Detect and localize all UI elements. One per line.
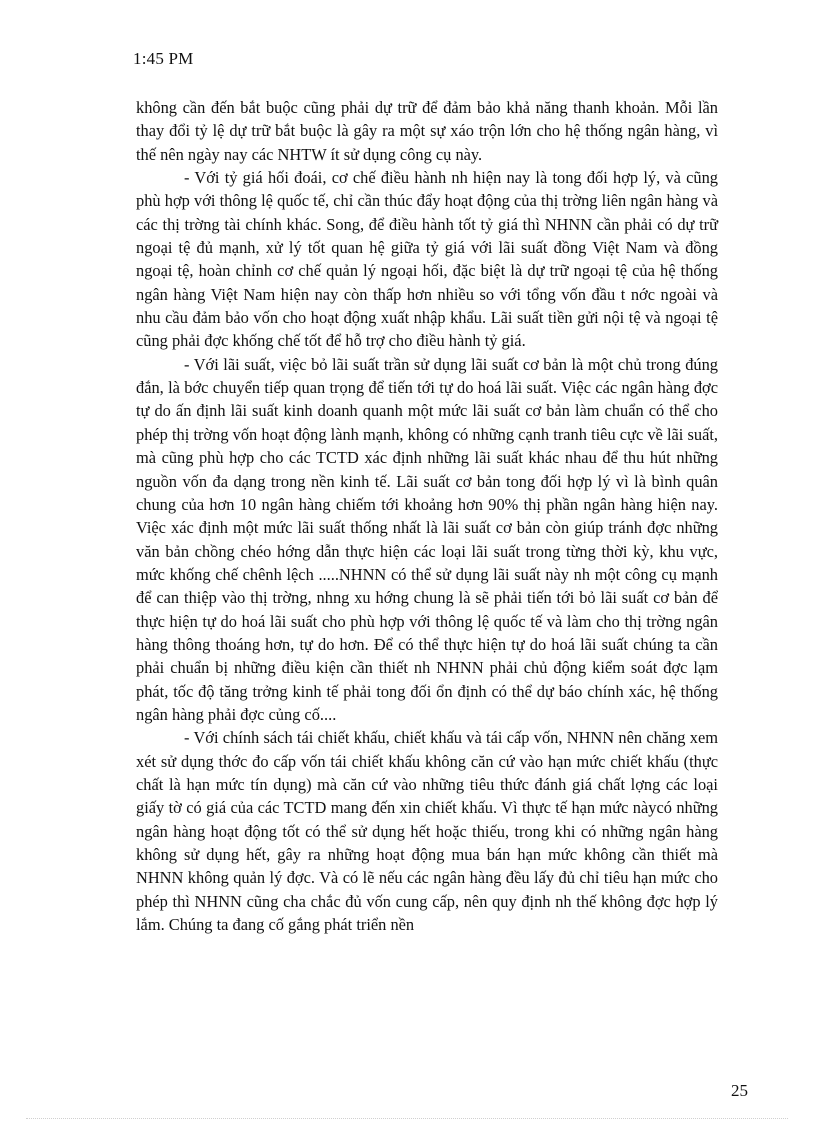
paragraph-interest-rate: - Với lãi suất, việc bỏ lãi suất trần sử dụng lãi suất cơ bản là một chủ trong đúng đắn, là bớc chuyển tiếp quan trọng để tiến tới tự do hoá lãi suất. Việc các ngân hàng đợc tự do ấn định lãi suất kinh doanh quanh một mức lãi suất cơ bản làm chuẩn có thể cho phép thị trờng vốn hoạt động lành mạnh, không có những cạnh tranh tiêu cực về lãi suất, mà cũng phù hợp cho các TCTD xác định những lãi suất khác nhau để thu hút những nguồn vốn đa dạng trong nền kinh tế. Lãi suất cơ bản tong đối hợp lý vì là bình quân chung của hơn 10 ngân hàng chiếm tới khoảng hơn 90% thị phần ngân hàng hiện nay. Việc xác định một mức lãi suất thống nhất là lãi suất cơ bản còn giúp tránh đợc những văn bản chồng chéo hớng dẫn thực hiện các loại lãi suất trong từng thời kỳ, khu vực, mức khống chế chênh lệch .....NHNN có thể sử dụng lãi suất này nh một công cụ mạnh để can thiệp vào thị trờng, nhng xu hớng chung là sẽ phải tiến tới bỏ lãi suất cơ bản để thực hiện tự do hoá lãi suất cho phù hợp với thông lệ quốc tế và làm cho thị trờng ngân hàng thông thoáng hơn, tự do hơn. Để có thể thực hiện tự do hoá lãi suất chúng ta cần phải chuẩn bị những điều kiện cần thiết nh NHNN phải chủ động kiểm soát đợc lạm phát, tốc độ tăng trởng kinh tế phải tong đối ổn định có thể dự báo chính xác, hệ thống ngân hàng phải đợc củng cố....	[136, 354, 718, 724]
page-number: 25	[731, 1081, 748, 1100]
header-time: 1:45 PM	[133, 49, 194, 68]
paragraph-rediscount-policy: - Với chính sách tái chiết khấu, chiết khấu và tái cấp vốn, NHNN nên chăng xem xét sử dụng thớc đo cấp vốn tái chiết khấu không căn cứ vào hạn mức chiết khấu (thực chất là hạn mức tín dụng) mà căn cứ vào những tiêu thức đánh giá chất lợng các loại giấy tờ có giá của các TCTD mang đến xin chiết khấu. Vì thực tế hạn mức nàycó những ngân hàng hoạt động tốt có thể sử dụng hết hoặc thiếu, trong khi có những ngân hàng không sử dụng hết, gây ra những hoạt động mua bán hạn mức không cần thiết mà NHNN không quản lý đợc. Và có lẽ nếu các ngân hàng đều lấy đủ chỉ tiêu hạn mức cho phép thì NHNN cũng cha chắc đủ vốn cung cấp, nên quy định nh thế không đợc hợp lý lắm. Chúng ta đang cố gắng phát triển nền	[136, 728, 718, 935]
document-body	[136, 96, 718, 936]
paragraph-exchange-rate: - Với tỷ giá hối đoái, cơ chế điều hành nh hiện nay là tong đối hợp lý, và cũng phù hợp với thông lệ quốc tế, chỉ cần thúc đẩy hoạt động của thị trờng liên ngân hàng và các thị trờng tài chính khác. Song, để điều hành tốt tỷ giá thì NHNN cần phải có dự trữ ngoại tệ đủ mạnh, xử lý tốt quan hệ giữa tỷ giá với lãi suất đồng Việt Nam và đồng ngoại tệ, hoàn chỉnh cơ chế quản lý ngoại hối, đặc biệt là dự trữ ngoại tệ của hệ thống ngân hàng Việt Nam hiện nay còn thấp hơn nhiều so với tổng vốn đầu t nớc ngoài và nhu cầu đảm bảo vốn cho hoạt động xuất nhập khẩu. Lãi suất tiền gửi nội tệ và ngoại tệ cũng phải đợc khống chế tốt để hỗ trợ cho điều hành tỷ giá.	[136, 168, 718, 351]
paragraph-reserve-requirement: không cần đến bắt buộc cũng phải dự trữ để đảm bảo khả năng thanh khoản. Mỗi lần thay đổi tỷ lệ dự trữ bắt buộc là gây ra một sự xáo trộn lớn cho hệ thống ngân hàng, vì thế nên ngày nay các NHTW ít sử dụng công cụ này.	[136, 98, 718, 164]
footer-divider	[26, 1118, 788, 1119]
